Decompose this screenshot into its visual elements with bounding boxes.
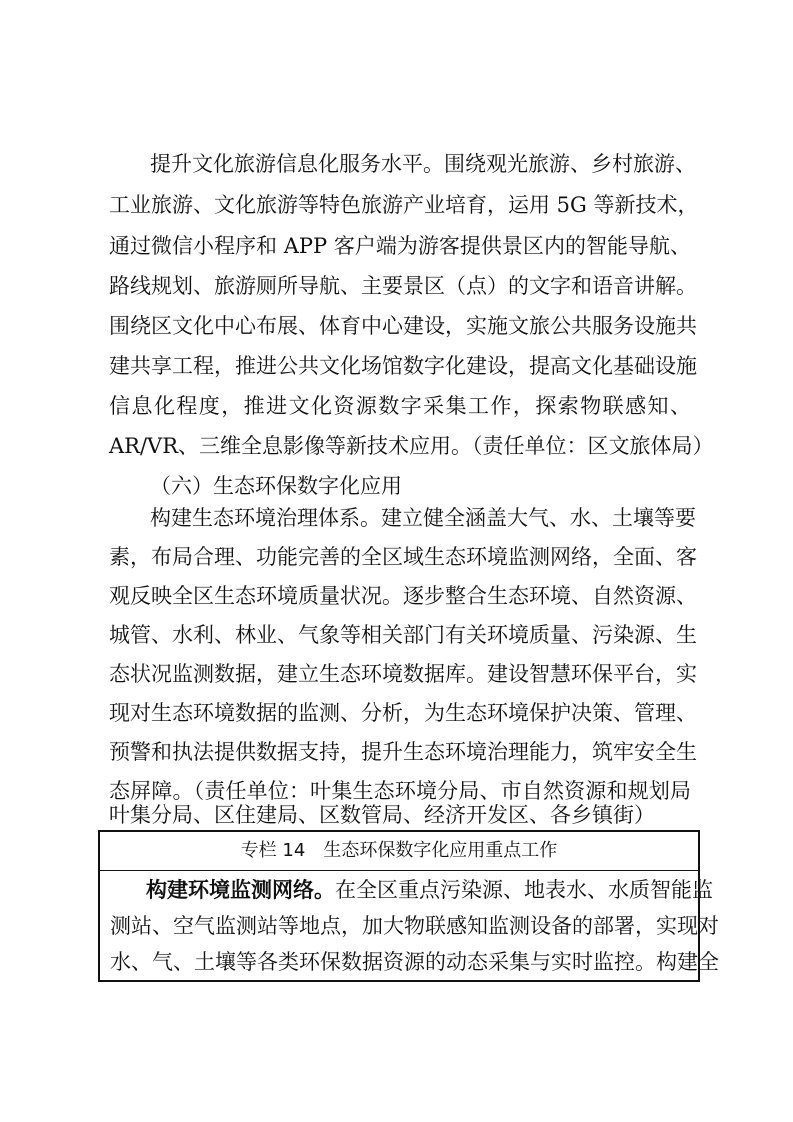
paragraph-line: 预警和执法提供数据支持，提升生态环境治理能力，筑牢安全生 [109,740,697,764]
paragraph-line: 现对生态环境数据的监测、分析，为生态环境保护决策、管理、 [109,701,697,725]
box-line-rest: 在全区重点污染源、地表水、水质智能监 [335,878,713,902]
paragraph-line: 观反映全区生态环境质量状况。逐步整合生态环境、自然资源、 [109,584,697,608]
paragraph-line: 城管、水利、林业、气象等相关部门有关环境质量、污染源、生 [109,623,697,647]
box-line: 水、气、土壤等各类环保数据资源的动态采集与实时监控。构建全 [110,950,719,974]
paragraph-line: 工业旅游、文化旅游等特色旅游产业培育，运用 5G 等新技术， [109,193,699,217]
box-line: 测站、空气监测站等地点，加大物联感知监测设备的部署，实现对 [110,914,719,938]
paragraph-line: 叶集分局、区住建局、区数管局、经济开发区、各乡镇街） [109,803,655,827]
paragraph-line: 建共享工程，推进公共文化场馆数字化建设，提高文化基础设施 [109,354,697,378]
paragraph-line: 构建生态环境治理体系。建立健全涵盖大气、水、土壤等要 [150,506,696,530]
paragraph-line: 信息化程度，推进文化资源数字采集工作，探索物联感知、 [109,394,691,418]
feature-box [98,830,719,982]
paragraph-line: 态屏障。（责任单位：叶集生态环境分局、市自然资源和规划局 [109,779,691,803]
paragraph-line: 提升文化旅游信息化服务水平。围绕观光旅游、乡村旅游、 [150,152,696,176]
box-line [146,872,713,908]
paragraph-line: 通过微信小程序和 APP 客户端为游客提供景区内的智能导航、 [109,234,691,258]
box-bold-lead: 构建环境监测网络。 [146,877,335,902]
paragraph-line: 围绕区文化中心布展、体育中心建设，实施文旅公共服务设施共 [109,314,697,338]
paragraph-line: 路线规划、旅游厕所导航、主要景区（点）的文字和语音讲解。 [109,274,697,298]
box-title: 专栏 14 生态环保数字化应用重点工作 [100,832,698,871]
paragraph-line: 素，布局合理、功能完善的全区域生态环境监测网络，全面、客 [109,545,697,569]
paragraph-line: AR/VR、三维全息影像等新技术应用。（责任单位：区文旅体局） [109,434,714,458]
section-heading: （六）生态环保数字化应用 [150,474,402,498]
paragraph-line: 态状况监测数据，建立生态环境数据库。建设智慧环保平台，实 [109,662,697,686]
